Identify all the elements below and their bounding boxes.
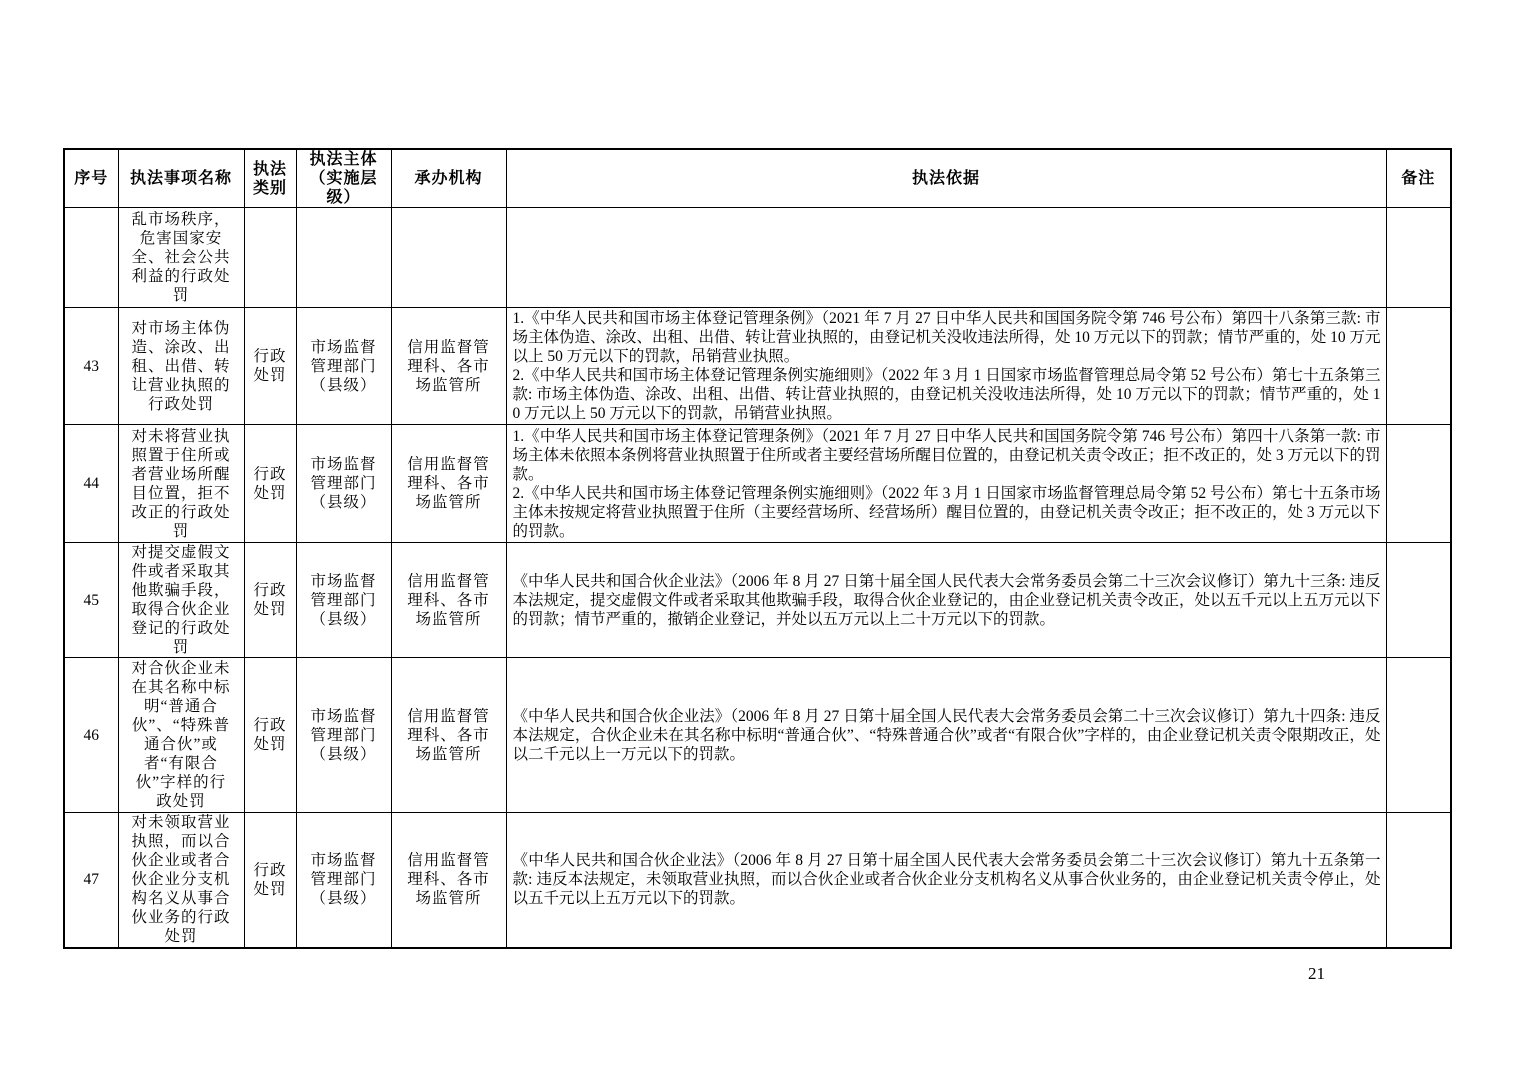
- table-row-47: [64, 813, 1451, 948]
- remark-cell: [1386, 813, 1451, 948]
- agency-cell: 信用监督管理科、各市场监管所: [391, 658, 506, 813]
- header-seq: 序号: [64, 149, 118, 208]
- remark-cell: [1386, 543, 1451, 658]
- basis-cell: [506, 308, 1386, 425]
- header-category: 执法类别: [244, 149, 296, 208]
- basis-paragraph: 《中华人民共和国合伙企业法》（2006 年 8 月 27 日第十届全国人民代表大会常务委员会第二十三次会议修订）第九十五条第一款: 违反本法规定，未领取营业执照，而以合伙企业或者合伙企业分支机构名义从事合伙业务的，由企业登记机关责令停止，处以五千元以上五万元以下的罚款。: [512, 852, 1381, 908]
- agency-cell: 信用监督管理科、各市场监管所: [391, 813, 506, 948]
- header-agency: 承办机构: [391, 149, 506, 208]
- seq-cell: 47: [64, 813, 118, 948]
- basis-paragraph: 《中华人民共和国合伙企业法》（2006 年 8 月 27 日第十届全国人民代表大会常务委员会第二十三次会议修订）第九十四条: 违反本法规定，合伙企业未在其名称中标明“普通合伙”、“特殊普通合伙”或者“有限合伙”字样的，由企业登记机关责令限期改正，处以二千元以上一万元以下的罚款。: [512, 707, 1381, 763]
- remark-cell: [1386, 658, 1451, 813]
- agency-cell: 信用监督管理科、各市场监管所: [391, 543, 506, 658]
- subject-cell: 市场监督管理部门（县级）: [296, 308, 391, 425]
- subject-cell: [296, 208, 391, 308]
- seq-cell: 44: [64, 425, 118, 543]
- subject-cell: 市场监督管理部门（县级）: [296, 425, 391, 543]
- seq-cell: [64, 208, 118, 308]
- header-item-name: 执法事项名称: [118, 149, 244, 208]
- item-name-cell: 对未领取营业执照，而以合伙企业或者合伙企业分支机构名义从事合伙业务的行政处罚: [118, 813, 244, 948]
- basis-paragraph: 1.《中华人民共和国市场主体登记管理条例》（2021 年 7 月 27 日中华人民共和国国务院令第 746 号公布）第四十八条第一款: 市场主体未依照本条例将营业执照置于住所或者主要经营场所醒目位置的，由登记机关责令改正；拒不改正的，处 3 万元以下的罚款。: [512, 427, 1381, 483]
- basis-paragraph: 1.《中华人民共和国市场主体登记管理条例》（2021 年 7 月 27 日中华人民共和国国务院令第 746 号公布）第四十八条第三款: 市场主体伪造、涂改、出租、出借、转让营业执照的，由登记机关没收违法所得，处 10 万元以下的罚款；情节严重的，处 10 万元以上 50 万元以下的罚款，吊销营业执照。: [512, 310, 1381, 365]
- table-header-row: [64, 149, 1451, 208]
- agency-cell: [391, 208, 506, 308]
- item-name-cell: 对市场主体伪造、涂改、出租、出借、转让营业执照的行政处罚: [118, 308, 244, 425]
- category-cell: 行政处罚: [244, 425, 296, 543]
- table-row-46: [64, 658, 1451, 813]
- table-row-continuation: [64, 208, 1451, 308]
- enforcement-items-table: [63, 148, 1452, 949]
- table-row-43: [64, 308, 1451, 425]
- basis-cell: [506, 658, 1386, 813]
- seq-cell: 45: [64, 543, 118, 658]
- category-cell: 行政处罚: [244, 543, 296, 658]
- basis-paragraph: 《中华人民共和国合伙企业法》（2006 年 8 月 27 日第十届全国人民代表大会常务委员会第二十三次会议修订）第九十三条: 违反本法规定，提交虚假文件或者采取其他欺骗手段，取得合伙企业登记的，由企业登记机关责令改正，处以五千元以上五万元以下的罚款；情节严重的，撤销企业登记，并处以五万元以上二十万元以下的罚款。: [512, 572, 1381, 628]
- subject-cell: 市场监督管理部门（县级）: [296, 543, 391, 658]
- basis-paragraph: 2.《中华人民共和国市场主体登记管理条例实施细则》（2022 年 3 月 1 日国家市场监督管理总局令第 52 号公布）第七十五条第三款: 市场主体伪造、涂改、出租、出借、转让营业执照的，由登记机关没收违法所得，处 10 万元以下的罚款；情节严重的，处 10 万元以上 50 万元以下的罚款，吊销营业执照。: [512, 367, 1381, 422]
- agency-cell: 信用监督管理科、各市场监管所: [391, 425, 506, 543]
- table-row-44: [64, 425, 1451, 543]
- page-number: 21: [1308, 964, 1325, 983]
- category-cell: [244, 208, 296, 308]
- agency-cell: 信用监督管理科、各市场监管所: [391, 308, 506, 425]
- item-name-cell: 乱市场秩序，危害国家安全、社会公共利益的行政处罚: [118, 208, 244, 308]
- remark-cell: [1386, 208, 1451, 308]
- basis-cell: [506, 543, 1386, 658]
- basis-cell: [506, 208, 1386, 308]
- header-remark: 备注: [1386, 149, 1451, 208]
- header-subject: 执法主体（实施层级）: [296, 149, 391, 208]
- item-name-cell: 对提交虚假文件或者采取其他欺骗手段，取得合伙企业登记的行政处罚: [118, 543, 244, 658]
- item-name-cell: 对未将营业执照置于住所或者营业场所醒目位置，拒不改正的行政处罚: [118, 425, 244, 543]
- basis-cell: [506, 813, 1386, 948]
- header-basis: 执法依据: [506, 149, 1386, 208]
- category-cell: 行政处罚: [244, 658, 296, 813]
- table-row-45: [64, 543, 1451, 658]
- basis-paragraph: 2.《中华人民共和国市场主体登记管理条例实施细则》（2022 年 3 月 1 日国家市场监督管理总局令第 52 号公布）第七十五条市场主体未按规定将营业执照置于住所（主要经营场所、经营场所）醒目位置的，由登记机关责令改正；拒不改正的，处 3 万元以下的罚款。: [512, 484, 1381, 540]
- item-name-cell: 对合伙企业未在其名称中标明“普通合伙”、“特殊普通合伙”或者“有限合伙”字样的行政处罚: [118, 658, 244, 813]
- category-cell: 行政处罚: [244, 308, 296, 425]
- remark-cell: [1386, 425, 1451, 543]
- remark-cell: [1386, 308, 1451, 425]
- category-cell: 行政处罚: [244, 813, 296, 948]
- seq-cell: 43: [64, 308, 118, 425]
- subject-cell: 市场监督管理部门（县级）: [296, 658, 391, 813]
- seq-cell: 46: [64, 658, 118, 813]
- subject-cell: 市场监督管理部门（县级）: [296, 813, 391, 948]
- basis-cell: [506, 425, 1386, 543]
